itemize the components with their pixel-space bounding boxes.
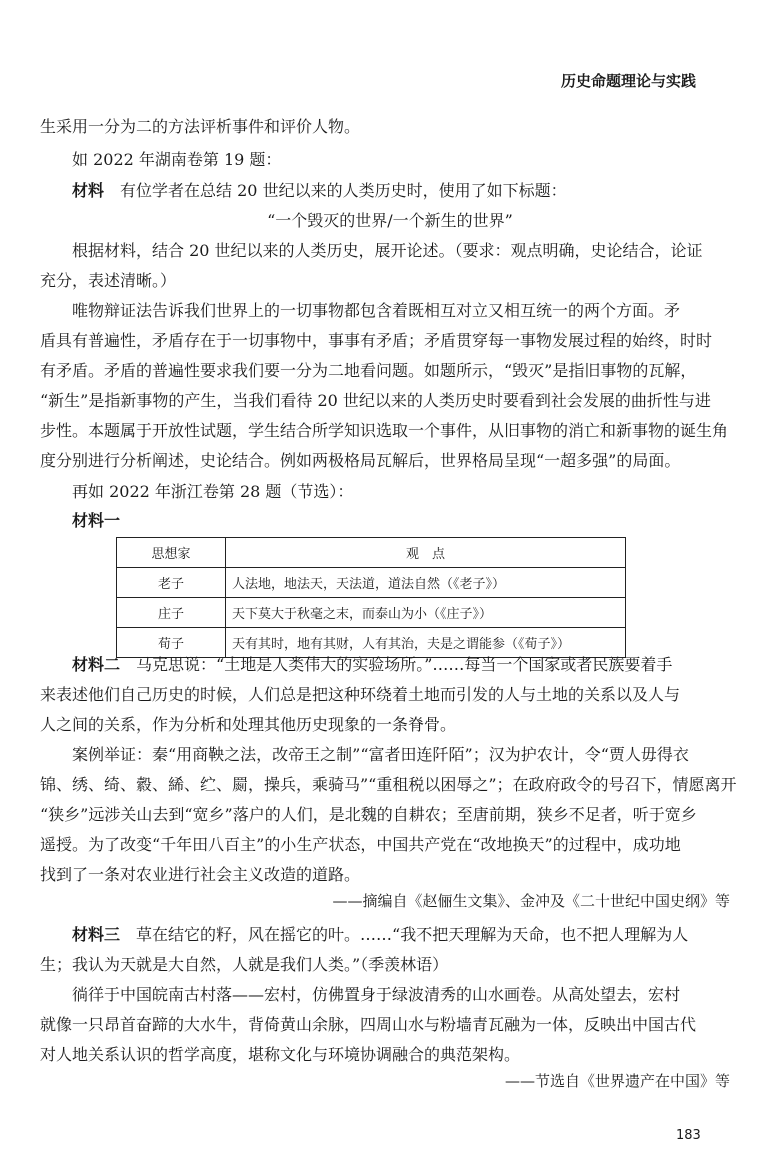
material-label: 材料 xyxy=(72,181,105,200)
table-row xyxy=(117,568,626,598)
text-line: 根据材料，结合 20 世纪以来的人类历史，展开论述。（要求：观点明确，史论结合，论证 xyxy=(72,241,703,260)
table-header-row xyxy=(117,538,626,568)
text-line: 再如 2022 年浙江卷第 28 题（节选）： xyxy=(72,482,354,501)
material-paragraph xyxy=(40,650,772,680)
text-line: 充分，表述清晰。） xyxy=(40,271,177,290)
text-line: 度分别进行分析阐述，史论结合。例如两极格局瓦解后，世界格局呈现“一超多强”的局面。 xyxy=(40,451,681,470)
table-cell: 荀子 xyxy=(117,628,226,658)
table-cell: 老子 xyxy=(117,568,226,598)
text-line: 来表述他们自己历史的时候，人们总是把这种环绕着土地而引发的人与土地的关系以及人与 xyxy=(40,685,681,704)
source-citation: ——节选自《世界遗产在中国》等 xyxy=(504,1072,730,1090)
table-row xyxy=(117,598,626,628)
material-text: 马克思说：“土地是人类伟大的实验场所。”……每当一个国家或者民族要着手 xyxy=(136,655,673,674)
text-line: 对人地关系认识的哲学高度，堪称文化与环境协调融合的典范架构。 xyxy=(40,1045,521,1064)
text-line: 找到了一条对农业进行社会主义改造的道路。 xyxy=(40,865,361,884)
text-line: 有矛盾。矛盾的普遍性要求我们要一分为二地看问题。如题所示，“毁灭”是指旧事物的瓦解， xyxy=(40,361,697,380)
table-cell: 庄子 xyxy=(117,598,226,628)
text-line: 盾具有普遍性，矛盾存在于一切事物中，事事有矛盾；矛盾贯穿每一事物发展过程的始终，时时 xyxy=(40,331,713,350)
text-line: “狭乡”远涉关山去到“宽乡”落户的人们，是北魏的自耕农；至唐前期，狭乡不足者，听于宽乡 xyxy=(40,805,697,824)
text-line: 就像一只昂首奋蹄的大水牛，背倚黄山余脉，四周山水与粉墙青瓦融为一体，反映出中国古代 xyxy=(40,1015,697,1034)
page-number: 183 xyxy=(676,1128,701,1143)
material-paragraph xyxy=(40,920,772,950)
table-header-cell: 思想家 xyxy=(117,538,226,568)
text-line: 徜徉于中国皖南古村落——宏村，仿佛置身于绿波清秀的山水画卷。从高处望去，宏村 xyxy=(72,985,681,1004)
table-cell: 人法地，地法天，天法道，道法自然（《老子》） xyxy=(226,568,626,598)
text-line: 步性。本题属于开放性试题，学生结合所学知识选取一个事件，从旧事物的消亡和新事物的诞生角 xyxy=(40,421,729,440)
text-line: 遥授。为了改变“千年田八百主”的小生产状态，中国共产党在“改地换天”的过程中，成功地 xyxy=(40,835,681,854)
material-label: 材料一 xyxy=(72,511,121,530)
text-line: 如 2022 年湖南卷第 19 题： xyxy=(72,150,282,169)
material-label: 材料三 xyxy=(72,925,121,944)
text-line: “新生”是指新事物的产生，当我们看待 20 世纪以来的人类历史时要看到社会发展的曲折性与进 xyxy=(40,391,711,410)
table-cell: 天有其时，地有其财，人有其治，夫是之谓能参（《荀子》） xyxy=(226,628,626,658)
text-line: 锦、绣、绮、縠、絺、纻、罽，操兵，乘骑马”“重租税以困辱之”；在政府政令的号召下，情愿离开 xyxy=(40,775,737,794)
material-text: 草在结它的籽，风在摇它的叶。……“我不把天理解为天命，也不把人理解为人 xyxy=(136,925,689,944)
text-line: 人之间的关系，作为分析和处理其他历史现象的一条脊骨。 xyxy=(40,715,457,734)
material-text: 有位学者在总结 20 世纪以来的人类历史时，使用了如下标题： xyxy=(120,181,567,200)
source-citation: ——摘编自《赵俪生文集》、金冲及《二十世纪中国史纲》等 xyxy=(332,892,730,910)
material-title: “一个毁灭的世界/一个新生的世界” xyxy=(267,211,513,230)
material-label: 材料二 xyxy=(72,655,121,674)
text-line: 案例举证：秦“用商鞅之法，改帝王之制”“富者田连阡陌”；汉为护农计，令“贾人毋得衣 xyxy=(72,745,689,764)
thinker-table xyxy=(116,537,626,658)
text-line: 生；我认为天就是大自然，人就是我们人类。”（季羡林语） xyxy=(40,955,449,974)
material-paragraph xyxy=(40,176,772,206)
text-line: 唯物辩证法告诉我们世界上的一切事物都包含着既相互对立又相互统一的两个方面。矛 xyxy=(72,301,681,320)
running-header: 历史命题理论与实践 xyxy=(560,72,696,90)
table-header-cell: 观 点 xyxy=(226,538,626,568)
text-line: 生采用一分为二的方法评析事件和评价人物。 xyxy=(40,117,361,136)
table-cell: 天下莫大于秋毫之末，而泰山为小（《庄子》） xyxy=(226,598,626,628)
